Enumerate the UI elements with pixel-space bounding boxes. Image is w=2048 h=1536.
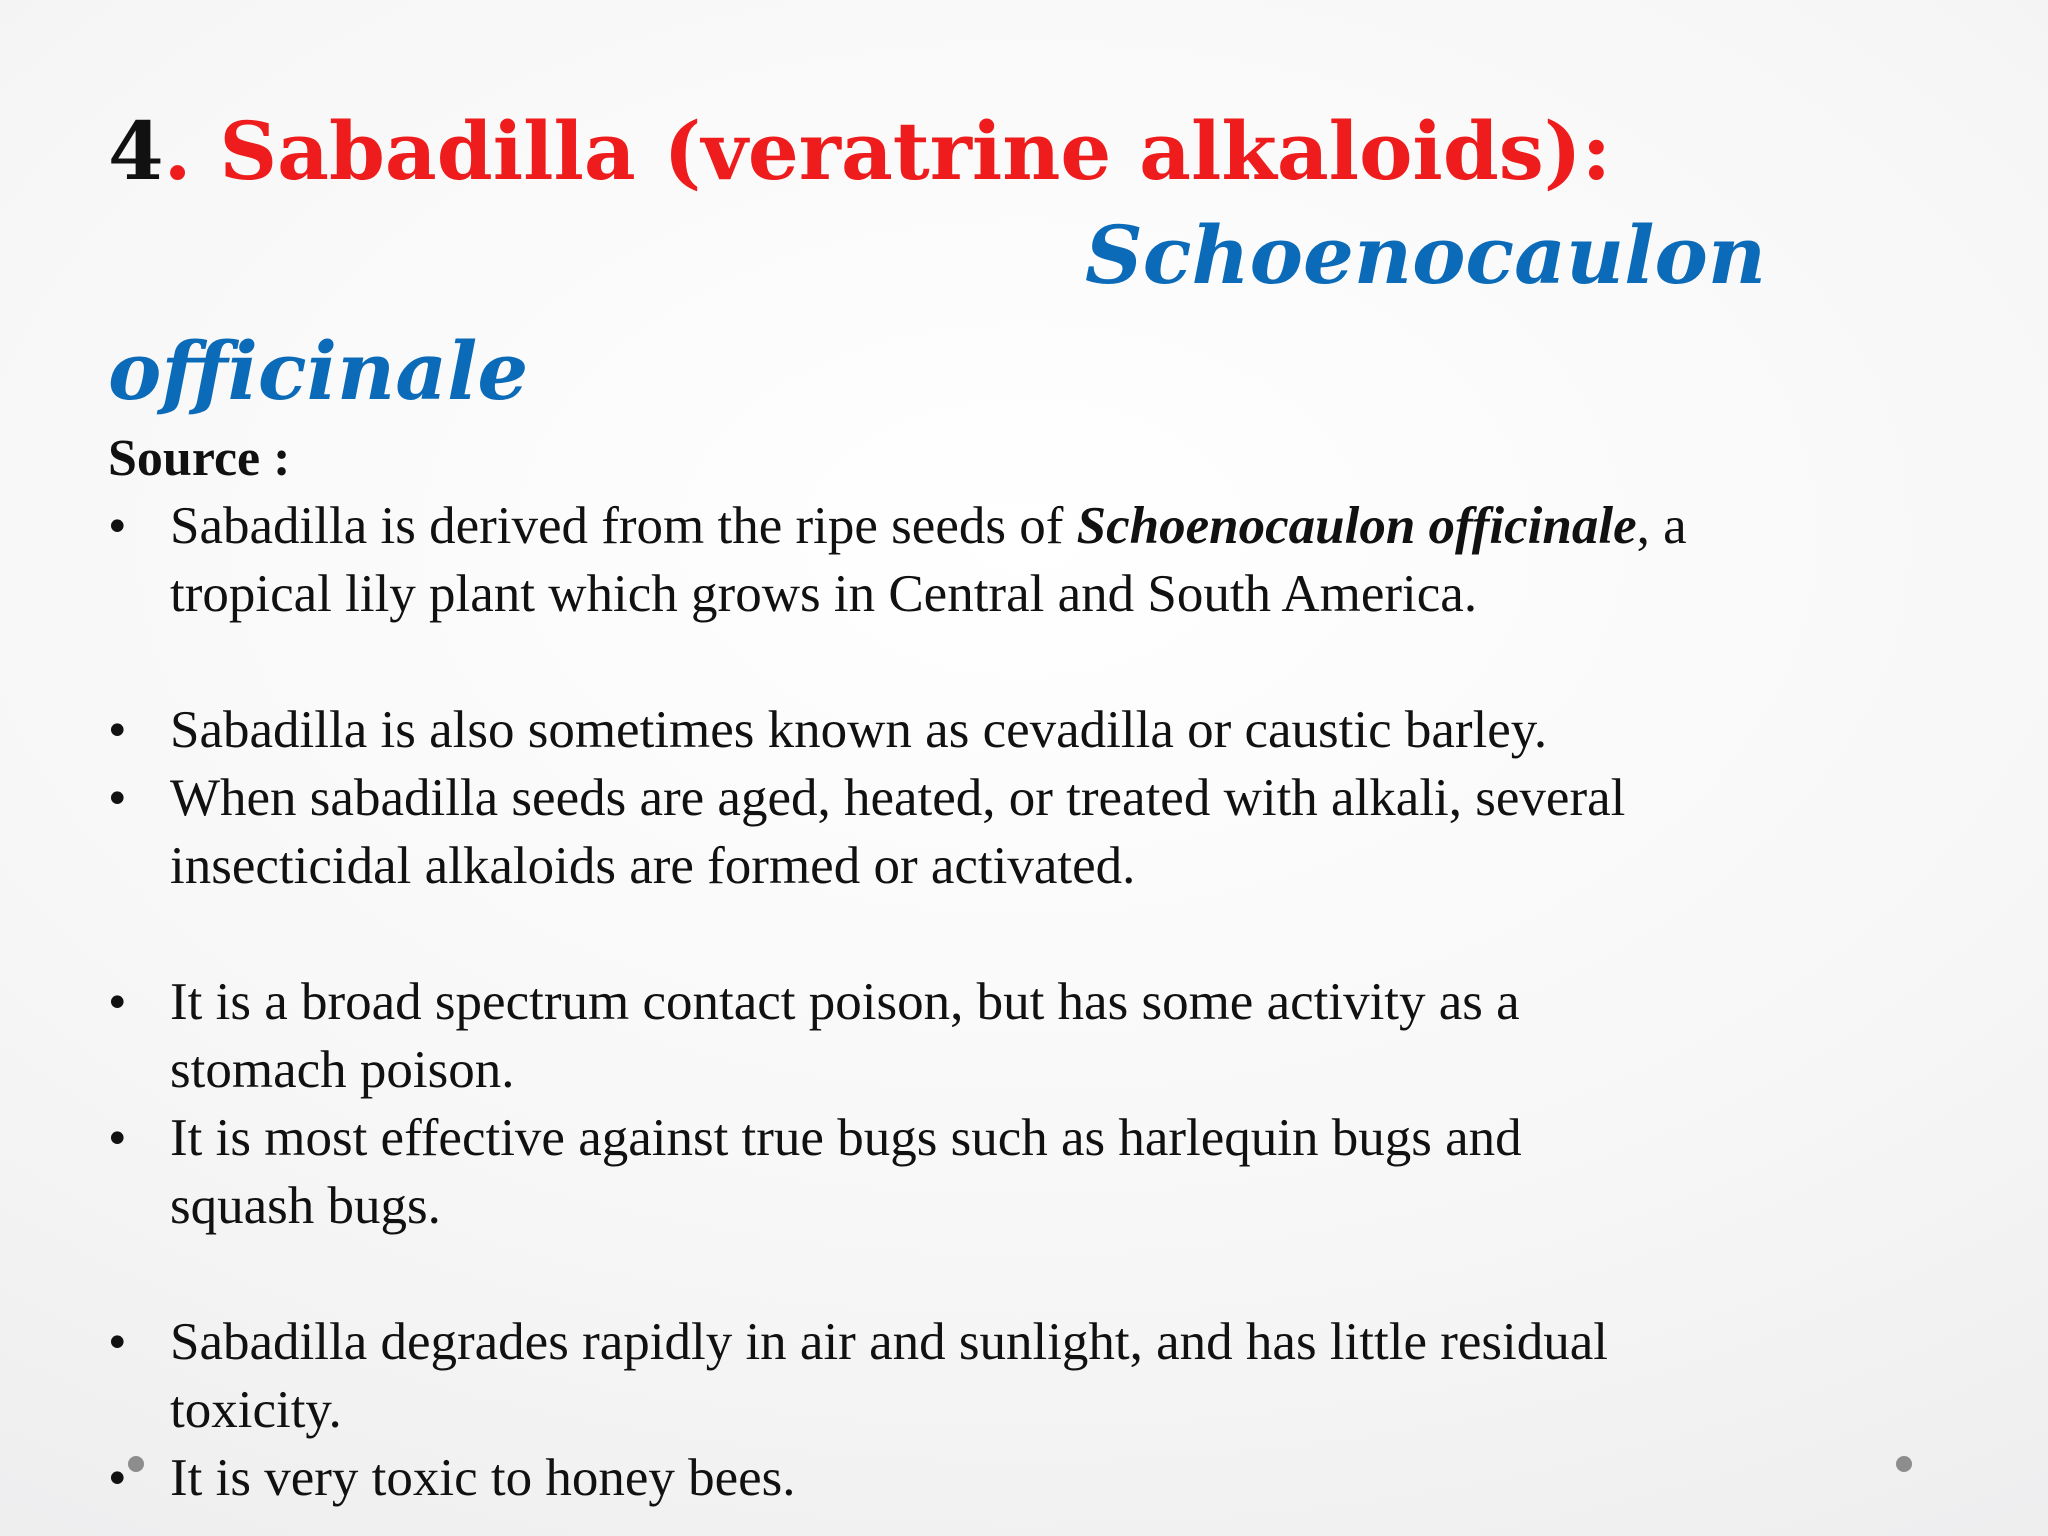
bullet-line: Sabadilla degrades rapidly in air and sunlight, and has little residual: [170, 1313, 1608, 1371]
bullet-item: [108, 968, 1968, 1104]
title-text: . Sabadilla (veratrine alkaloids):: [163, 104, 1612, 198]
bullet-item: [108, 1308, 1968, 1444]
bullet-scientific-name: Schoenocaulon officinale: [1076, 497, 1637, 555]
slide-nav-dot-right: [1896, 1456, 1912, 1472]
bullet-line: Sabadilla is also sometimes known as cevadilla or caustic barley.: [170, 701, 1548, 759]
bullet-line: When sabadilla seeds are aged, heated, or treated with alkali, several: [170, 769, 1626, 827]
bullet-dot: •: [108, 769, 127, 827]
bullet-line: tropical lily plant which grows in Central and South America.: [170, 565, 1478, 623]
bullet-item: [108, 696, 1968, 764]
bullet-line: squash bugs.: [170, 1177, 441, 1235]
bullet-text: Sabadilla is derived from the ripe seeds of: [170, 497, 1077, 555]
bullet-line: [170, 492, 1968, 560]
bullet-item: [108, 1444, 1968, 1512]
bullet-dot: •: [108, 973, 127, 1031]
bullet-line: stomach poison.: [170, 1041, 515, 1099]
title-number: 4: [108, 104, 164, 198]
scientific-name-genus: Schoenocaulon: [1085, 208, 1767, 302]
bullet-line: It is very toxic to honey bees.: [170, 1449, 796, 1507]
bullet-item: [108, 492, 1968, 628]
bullet-dot: •: [108, 497, 127, 555]
slide-title: [108, 92, 1611, 210]
bullet-line: It is a broad spectrum contact poison, but has some activity as a: [170, 973, 1520, 1031]
source-label: Source :: [108, 430, 291, 487]
bullet-dot: •: [108, 701, 127, 759]
slide-nav-dot-left: [128, 1456, 144, 1472]
bullet-text: , a: [1636, 497, 1687, 555]
bullet-line: insecticidal alkaloids are formed or activated.: [170, 837, 1136, 895]
bullet-item: [108, 764, 1968, 900]
bullet-line: It is most effective against true bugs such as harlequin bugs and: [170, 1109, 1522, 1167]
bullet-item: [108, 1104, 1968, 1240]
bullet-dot: •: [108, 1449, 127, 1507]
bullet-line: toxicity.: [170, 1381, 342, 1439]
scientific-name-species: officinale: [108, 324, 529, 418]
bullet-dot: •: [108, 1109, 127, 1167]
bullet-dot: •: [108, 1313, 127, 1371]
